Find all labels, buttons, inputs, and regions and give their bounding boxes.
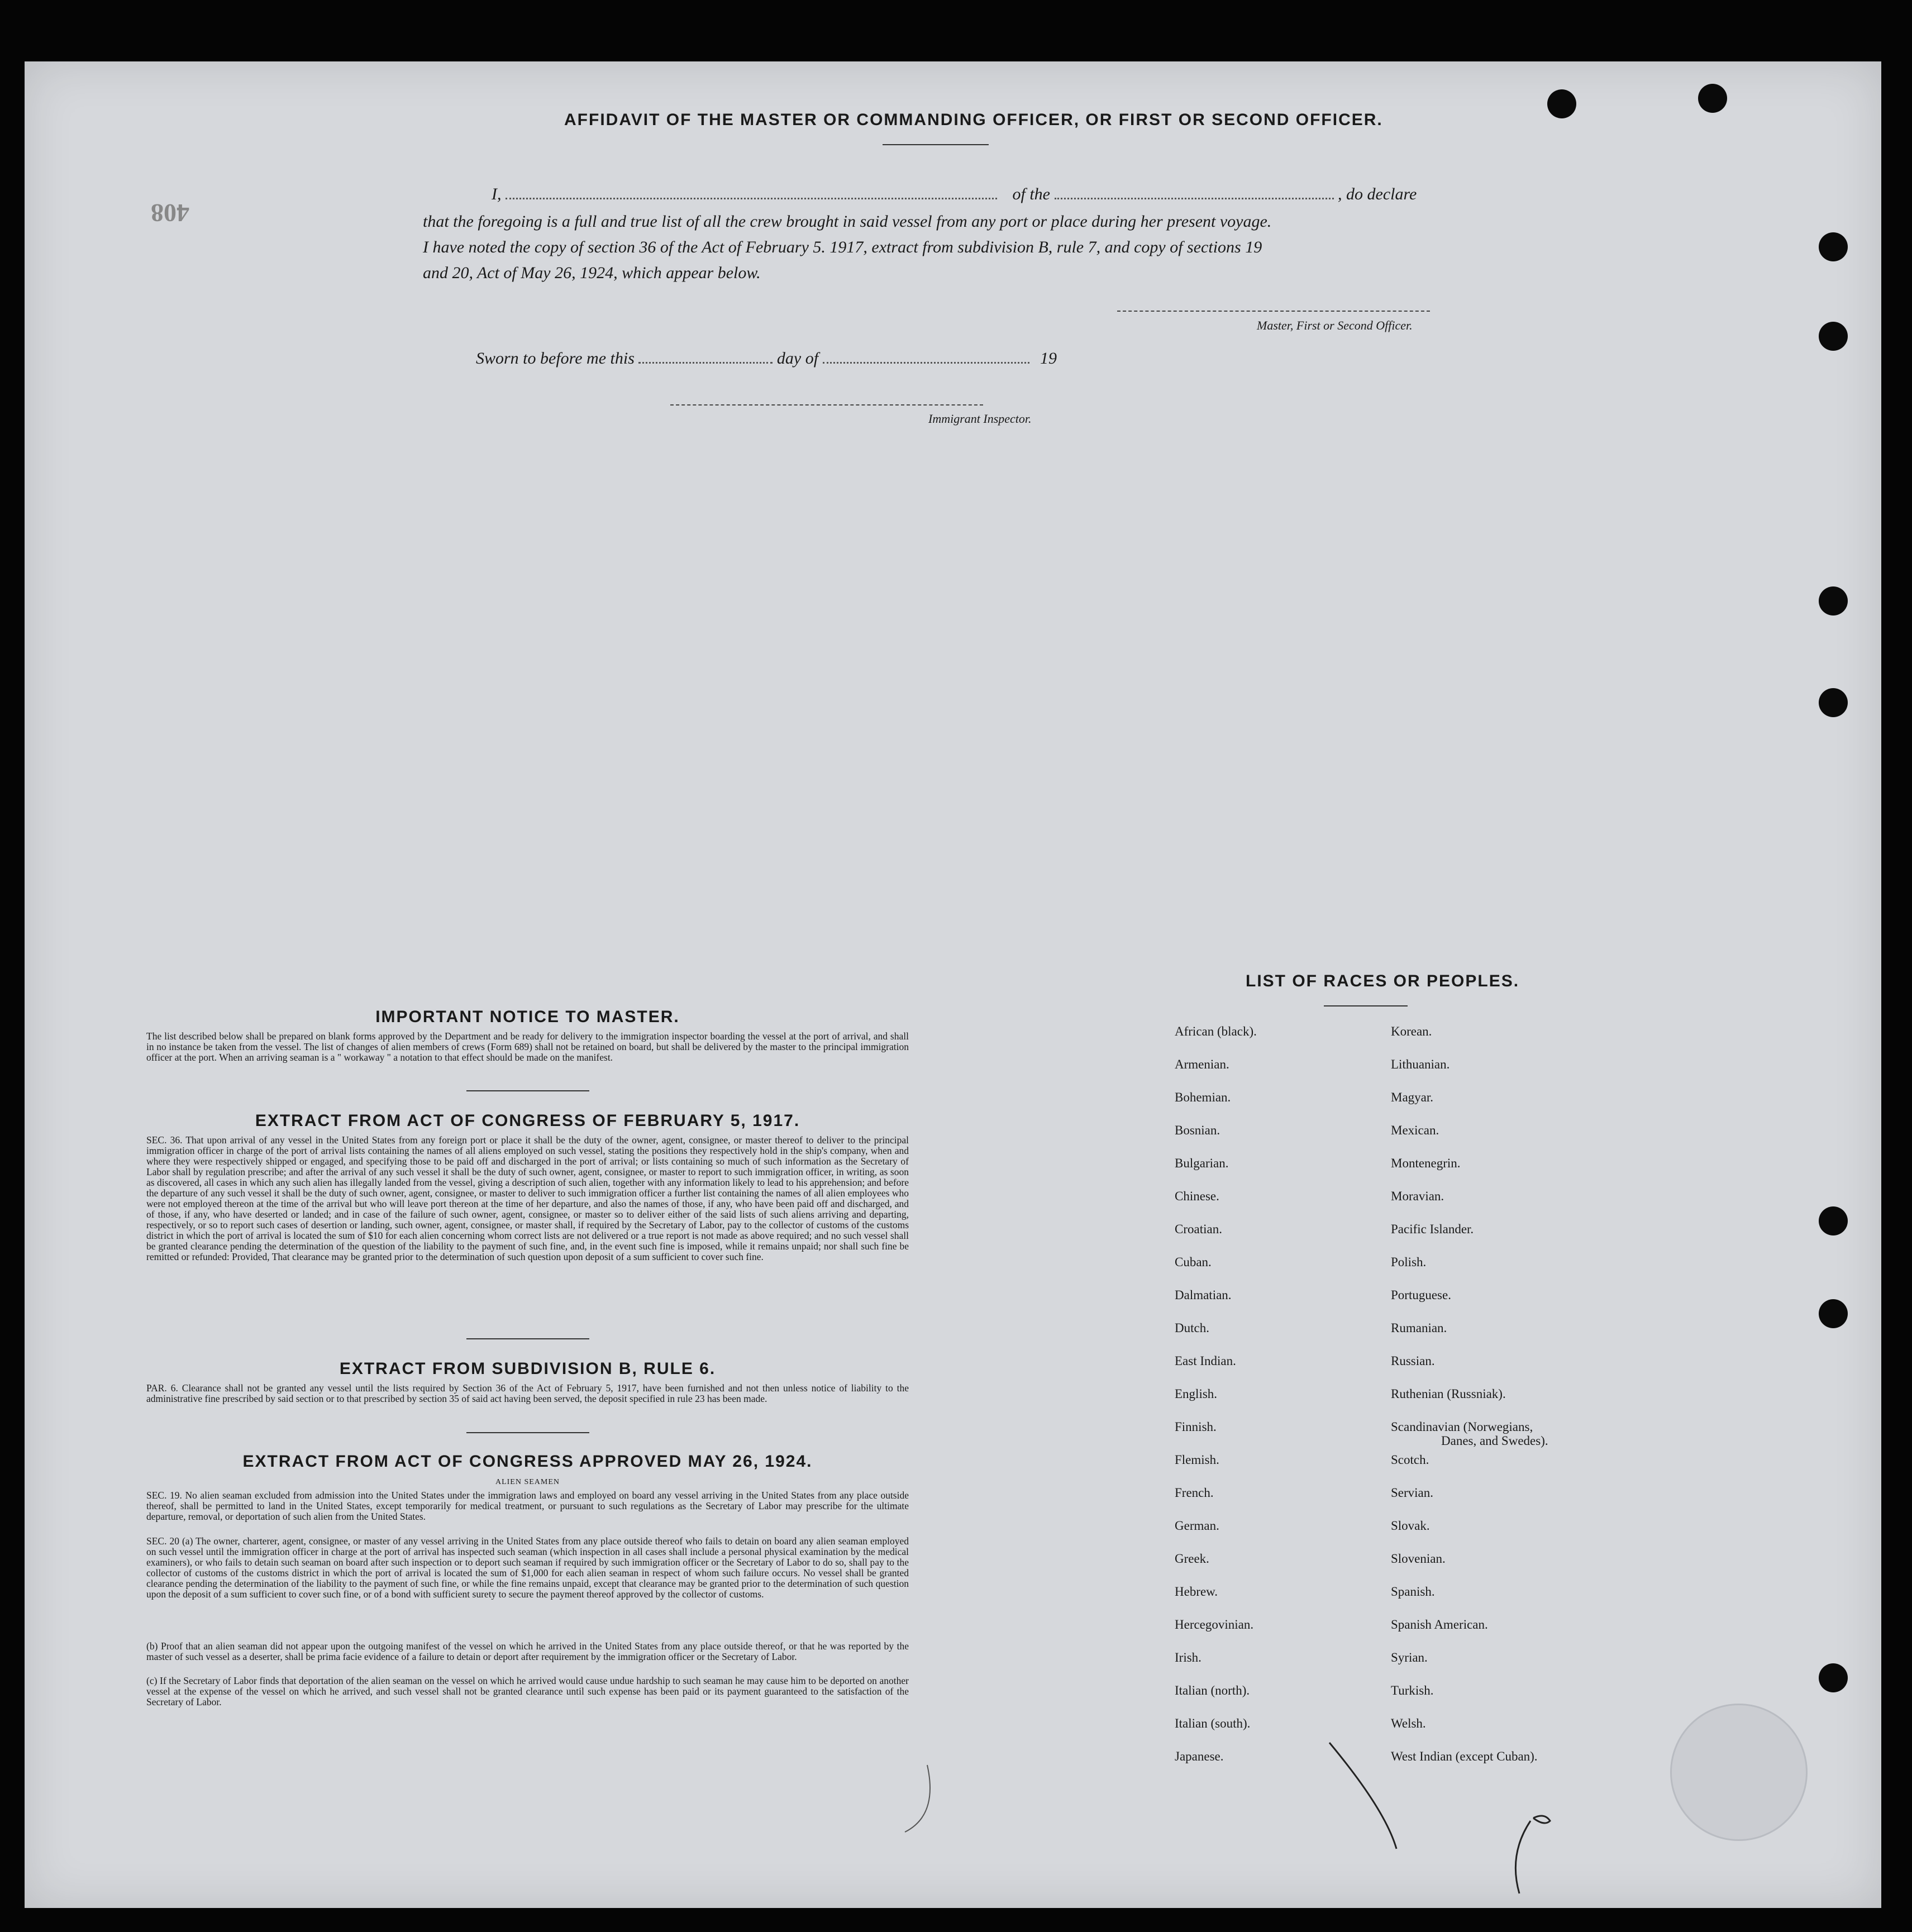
race-item: African (black). [1175, 1024, 1257, 1038]
notice-title: IMPORTANT NOTICE TO MASTER. [375, 1008, 680, 1026]
race-item: Welsh. [1391, 1716, 1426, 1730]
sec20c-text: (c) If the Secretary of Labor finds that deportation of the alien seaman on the vessel on which he arrived would cause undue hardship to such seaman he may cause him to be deported on another vessel at the expense of the vessel on which he arrived, and such vessel shall not be granted clearance until such expense has been paid or its payment guaranteed to the satisfaction of the Secretary of Labor. [146, 1675, 909, 1707]
do-declare-label: , do declare [1338, 185, 1417, 203]
year-label: 19 [1040, 349, 1057, 368]
punch-hole [1819, 586, 1848, 616]
race-item: Servian. [1391, 1486, 1434, 1500]
master-signature-line[interactable] [1117, 311, 1430, 312]
race-item: Lithuanian. [1391, 1057, 1450, 1071]
race-item: Montenegrin. [1391, 1156, 1461, 1170]
race-item: Croatian. [1175, 1222, 1222, 1236]
race-item: Polish. [1391, 1255, 1427, 1269]
race-item: Korean. [1391, 1024, 1432, 1038]
race-item: Scotch. [1391, 1453, 1429, 1467]
inspector-signature-line[interactable] [670, 404, 983, 406]
of-the-label: of the [1012, 185, 1050, 203]
embossed-seal [1670, 1704, 1808, 1841]
race-item: Russian. [1391, 1354, 1435, 1368]
divider-rule [466, 1432, 589, 1433]
affidavit-line-1 [492, 183, 1475, 204]
sworn-line [476, 349, 1057, 368]
punch-hole [1819, 1663, 1848, 1692]
race-item: Pacific Islander. [1391, 1222, 1474, 1236]
race-item-continuation: Danes, and Swedes). [1441, 1434, 1548, 1448]
race-item: Spanish. [1391, 1585, 1435, 1599]
race-item: West Indian (except Cuban). [1391, 1749, 1538, 1763]
race-item: Portuguese. [1391, 1288, 1451, 1302]
punch-hole [1819, 688, 1848, 717]
sec20b-text: (b) Proof that an alien seaman did not appear upon the outgoing manifest of the vessel on which he arrived in the United States from any place outside thereof, or that he was reported by the master of such vessel as a deserter, shall be prima facie evidence of a failure to detain or deport after requirement by the immigration officer or the Secretary of Labor. [146, 1640, 909, 1662]
race-item: English. [1175, 1387, 1218, 1401]
divider-rule [466, 1090, 589, 1091]
inspector-signature-label: Immigrant Inspector. [928, 412, 1032, 426]
race-item: Magyar. [1391, 1090, 1434, 1104]
extract-1924-title: EXTRACT FROM ACT OF CONGRESS APPROVED MAY 26, 1924. [242, 1452, 813, 1471]
punch-hole [1819, 232, 1848, 261]
day-of-label: day of [776, 349, 819, 368]
race-item: Bosnian. [1175, 1123, 1220, 1137]
extract-1924-subtitle: ALIEN SEAMEN [495, 1478, 560, 1486]
divider-rule [466, 1338, 589, 1339]
race-item: French. [1175, 1486, 1214, 1500]
race-item: Dutch. [1175, 1321, 1209, 1335]
punch-hole [1819, 1206, 1848, 1235]
race-item: Rumanian. [1391, 1321, 1447, 1335]
race-item: Mexican. [1391, 1123, 1439, 1137]
subdivision-title: EXTRACT FROM SUBDIVISION B, RULE 6. [339, 1359, 716, 1378]
extract-1917-text: SEC. 36. That upon arrival of any vessel in the United States from any foreign port or place it shall be the duty of the owner, agent, consignee, or master thereof to deliver to the principal immigration officer in charge of the port of arrival lists containing the names of all aliens employed on such vessel, stating the positions they respectively hold in the ship's company, when and where they were respectively shipped or engaged, and specifying those to be paid off and discharged in the port of arrival; or lists containing so much of such information as the Secretary of Labor shall by regulation prescribe; and after the arrival of any such vessel it shall be the duty of such owner, agent, consignee, or master to report to such immigration officer, in writing, as soon as discovered, all cases in which any such alien has illegally landed from the vessel, giving a description of such alien, together with any information likely to lead to his apprehension; and before the departure of any such vessel it shall be the duty of such owner, agent, consignee, or master to deliver to such immigration officer a further list containing the names of all alien employees who were not employed thereon at the time of the arrival but who will leave port thereon at the time of her departure, and also the names of those, if any, who have been paid off and discharged, and of those, if any, who have deserted or landed; and in case of the failure of such owner, agent, consignee, or master so to deliver either of the said lists of such aliens arriving and departing, respectively, or so to report such cases of desertion or landing, such owner, agent, consignee, or master shall, if required by the Secretary of Labor, pay to the collector of customs of the customs district in which the port of arrival is located the sum of $10 for each alien concerning whom correct lists are not delivered or a true report is not made as above required; and no such vessel shall be granted clearance pending the determination of the question of the liability to the payment of such fine, and, in the event such fine is imposed, while it remains unpaid; nor shall such fine be remitted or refunded: Provided, That clearance may be granted prior to the determination of such question upon deposit of a sum sufficient to cover such fine. [146, 1134, 909, 1262]
month-blank[interactable] [823, 349, 1029, 364]
race-item: Moravian. [1391, 1189, 1444, 1203]
notice-text: The list described below shall be prepared on blank forms approved by the Department and be ready for delivery to the immigration inspector boarding the vessel at the port of arrival, and shall in no instance be taken from the vessel. The list of changes of alien members of crews (Form 689) shall not be retained on board, but shall be delivered by the master to the principal immigration officer at the port. When an arriving seaman is a " workaway " a notation to that effect should be made on the manifest. [146, 1031, 909, 1063]
race-item: East Indian. [1175, 1354, 1236, 1368]
race-item: Turkish. [1391, 1683, 1434, 1697]
affidavit-line-2: that the foregoing is a full and true list of all the crew brought in said vessel from any port or place during her present voyage. [423, 212, 1272, 231]
sworn-label: Sworn to before me this [476, 349, 635, 368]
race-item: Hebrew. [1175, 1585, 1218, 1599]
sec19-text: SEC. 19. No alien seaman excluded from admission into the United States under the immigration laws and employed on board any vessel arriving in the United States from any place outside thereof, shall be permitted to land in the United States, except temporarily for medical treatment, or pursuant to such regulations as the Secretary of Labor may prescribe for the ultimate departure, removal, or deportation of such alien from the United States. [146, 1490, 909, 1522]
race-item: Bulgarian. [1175, 1156, 1229, 1170]
race-item: Bohemian. [1175, 1090, 1231, 1104]
race-item: Japanese. [1175, 1749, 1224, 1763]
pen-marks [838, 1720, 1620, 1905]
i-label: I, [492, 185, 502, 203]
name-blank[interactable] [506, 183, 997, 199]
vessel-blank[interactable] [1055, 183, 1334, 199]
race-item: Hercegovinian. [1175, 1618, 1254, 1632]
punch-hole [1819, 1299, 1848, 1328]
race-item: Scandinavian (Norwegians, [1391, 1420, 1533, 1434]
race-item: Dalmatian. [1175, 1288, 1232, 1302]
affidavit-title: AFFIDAVIT OF THE MASTER OR COMMANDING OFFICER, OR FIRST OR SECOND OFFICER. [564, 111, 1383, 129]
title-rule [883, 144, 989, 145]
master-signature-label: Master, First or Second Officer. [1257, 318, 1413, 332]
punch-hole [1547, 89, 1576, 118]
race-item: Spanish American. [1391, 1618, 1488, 1632]
races-title-rule [1324, 1005, 1408, 1006]
punch-hole [1819, 322, 1848, 351]
race-item: Chinese. [1175, 1189, 1219, 1203]
affidavit-line-3: I have noted the copy of section 36 of the Act of February 5. 1917, extract from subdivision B, rule 7, and copy of sections 19 [423, 238, 1262, 256]
race-item: Syrian. [1391, 1650, 1428, 1664]
race-item: Slovak. [1391, 1519, 1430, 1533]
affidavit-line-4: and 20, Act of May 26, 1924, which appear below. [423, 264, 761, 282]
race-item: Italian (south). [1175, 1716, 1251, 1730]
subdivision-text: PAR. 6. Clearance shall not be granted any vessel until the lists required by Section 36 of the Act of February 5, 1917, have been furnished and not then unless notice of liability to the administrative fine prescribed by said section or to that prescribed by section 35 of said act having been served, the deposit specified in rule 23 has been made. [146, 1382, 909, 1404]
race-item: Armenian. [1175, 1057, 1229, 1071]
race-item: German. [1175, 1519, 1219, 1533]
race-item: Greek. [1175, 1552, 1209, 1566]
race-item: Cuban. [1175, 1255, 1212, 1269]
race-item: Finnish. [1175, 1420, 1217, 1434]
race-item: Flemish. [1175, 1453, 1219, 1467]
race-item: Ruthenian (Russniak). [1391, 1387, 1506, 1401]
race-item: Slovenian. [1391, 1552, 1446, 1566]
race-item: Italian (north). [1175, 1683, 1250, 1697]
day-blank[interactable] [638, 349, 773, 364]
document-sheet [25, 61, 1881, 1908]
races-title: LIST OF RACES OR PEOPLES. [1246, 972, 1520, 990]
extract-1917-title: EXTRACT FROM ACT OF CONGRESS OF FEBRUARY 5, 1917. [255, 1112, 800, 1130]
page-number: 408 [151, 199, 189, 227]
race-item: Irish. [1175, 1650, 1201, 1664]
punch-hole [1698, 84, 1727, 113]
sec20a-text: SEC. 20 (a) The owner, charterer, agent, consignee, or master of any vessel arriving in the United States from any place outside thereof who fails to detain on board any alien seaman employed on such vessel until the immigration officer in charge at the port of arrival has inspected such seaman (which inspection in all cases shall include a personal physical examination by the medical examiners), or who fails to detain such seaman on board after such inspection or to deport such seaman if required by such immigration officer or the Secretary of Labor to do so, shall pay to the collector of customs of the customs district in which the port of arrival is located the sum of $1,000 for each alien seaman in respect of whom such failure occurs. No vessel shall be granted clearance pending the determination of the liability to the payment of such fine, or while the fine remains unpaid, except that clearance may be granted prior to the determination of such question upon the deposit of a sum sufficient to cover such fine, or of a bond with sufficient surety to secure the payment thereof approved by the collector of customs. [146, 1535, 909, 1600]
